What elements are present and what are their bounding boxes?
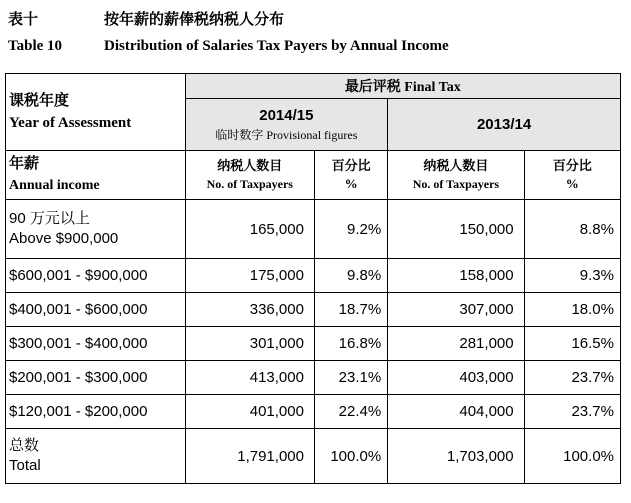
percent-value: 9.3% bbox=[524, 259, 620, 293]
percent-value: 18.7% bbox=[314, 293, 387, 327]
percent-value: 16.5% bbox=[524, 327, 620, 361]
taxpayers-value: 403,000 bbox=[388, 361, 524, 395]
annual-income-header bbox=[6, 151, 186, 200]
taxpayers-value: 165,000 bbox=[185, 200, 314, 259]
percent-value: 9.2% bbox=[314, 200, 387, 259]
income-band-label: $600,001 - $900,000 bbox=[6, 259, 186, 293]
table-row bbox=[6, 361, 621, 395]
table-row bbox=[6, 293, 621, 327]
table-number-zh: 表十 bbox=[8, 12, 39, 28]
year2-header bbox=[388, 99, 621, 151]
taxpayers-value: 404,000 bbox=[388, 395, 524, 429]
total-label bbox=[6, 429, 186, 484]
percent-value: 22.4% bbox=[314, 395, 387, 429]
year-of-assessment-zh: 课税年度 bbox=[9, 93, 70, 109]
percent-value: 16.8% bbox=[314, 327, 387, 361]
percent-value: 9.8% bbox=[314, 259, 387, 293]
taxpayers-en: No. of Taxpayers bbox=[412, 177, 500, 191]
taxpayers-value: 413,000 bbox=[185, 361, 314, 395]
income-band-label: $120,001 - $200,000 bbox=[6, 395, 186, 429]
income-band-en: Above $900,000 bbox=[9, 230, 119, 247]
taxpayers-zh: 纳税人数目 bbox=[423, 158, 489, 173]
percent-value: 8.8% bbox=[524, 200, 620, 259]
total-row bbox=[6, 429, 621, 484]
annual-income-zh: 年薪 bbox=[9, 156, 40, 172]
table-row bbox=[6, 327, 621, 361]
taxpayers-value: 307,000 bbox=[388, 293, 524, 327]
percent-en: % bbox=[565, 176, 579, 191]
taxpayers-value: 150,000 bbox=[388, 200, 524, 259]
table-row bbox=[6, 259, 621, 293]
table-row bbox=[6, 200, 621, 259]
taxpayers-value: 175,000 bbox=[185, 259, 314, 293]
year-of-assessment-header bbox=[6, 74, 186, 151]
percent-en: % bbox=[344, 176, 358, 191]
percent-value: 23.7% bbox=[524, 361, 620, 395]
percent-total: 100.0% bbox=[314, 429, 387, 484]
annual-income-en: Annual income bbox=[9, 178, 100, 193]
taxpayers-total: 1,791,000 bbox=[185, 429, 314, 484]
taxpayers-value: 401,000 bbox=[185, 395, 314, 429]
percent-zh: 百分比 bbox=[331, 158, 371, 173]
table-number-en: Table 10 bbox=[8, 38, 63, 54]
taxpayers-value: 336,000 bbox=[185, 293, 314, 327]
income-band-label: $200,001 - $300,000 bbox=[6, 361, 186, 395]
final-tax-header: 最后评税 Final Tax bbox=[185, 74, 620, 99]
taxpayers-zh: 纳税人数目 bbox=[217, 158, 283, 173]
year1-header bbox=[185, 99, 388, 151]
percent-value: 18.0% bbox=[524, 293, 620, 327]
year2-label: 2013/14 bbox=[476, 116, 532, 134]
income-band-zh: 90 万元以上 bbox=[9, 210, 90, 227]
percent-value: 23.7% bbox=[524, 395, 620, 429]
percent-value: 23.1% bbox=[314, 361, 387, 395]
taxpayers-table bbox=[5, 73, 621, 484]
income-band-label: $400,001 - $600,000 bbox=[6, 293, 186, 327]
table-title-en: Distribution of Salaries Tax Payers by Annual Income bbox=[104, 38, 449, 54]
percent-zh: 百分比 bbox=[552, 158, 592, 173]
total-label-zh: 总数 bbox=[9, 437, 40, 454]
year1-provisional-note: 临时数字 Provisional figures bbox=[215, 127, 358, 142]
taxpayers-value: 281,000 bbox=[388, 327, 524, 361]
percent-total: 100.0% bbox=[524, 429, 620, 484]
taxpayers-en: No. of Taxpayers bbox=[206, 177, 293, 191]
table-row bbox=[6, 395, 621, 429]
income-band-label: $300,001 - $400,000 bbox=[6, 327, 186, 361]
taxpayers-value: 158,000 bbox=[388, 259, 524, 293]
taxpayers-value: 301,000 bbox=[185, 327, 314, 361]
year-of-assessment-en: Year of Assessment bbox=[9, 115, 132, 131]
taxpayers-header-2 bbox=[388, 151, 524, 200]
income-band-label bbox=[6, 200, 186, 259]
table-title-zh: 按年薪的薪俸税纳税人分布 bbox=[104, 12, 285, 28]
year1-label: 2014/15 bbox=[259, 106, 314, 124]
taxpayers-total: 1,703,000 bbox=[388, 429, 524, 484]
percent-header-2 bbox=[524, 151, 620, 200]
total-label-en: Total bbox=[9, 457, 41, 474]
taxpayers-header-1 bbox=[185, 151, 314, 200]
percent-header-1 bbox=[314, 151, 387, 200]
